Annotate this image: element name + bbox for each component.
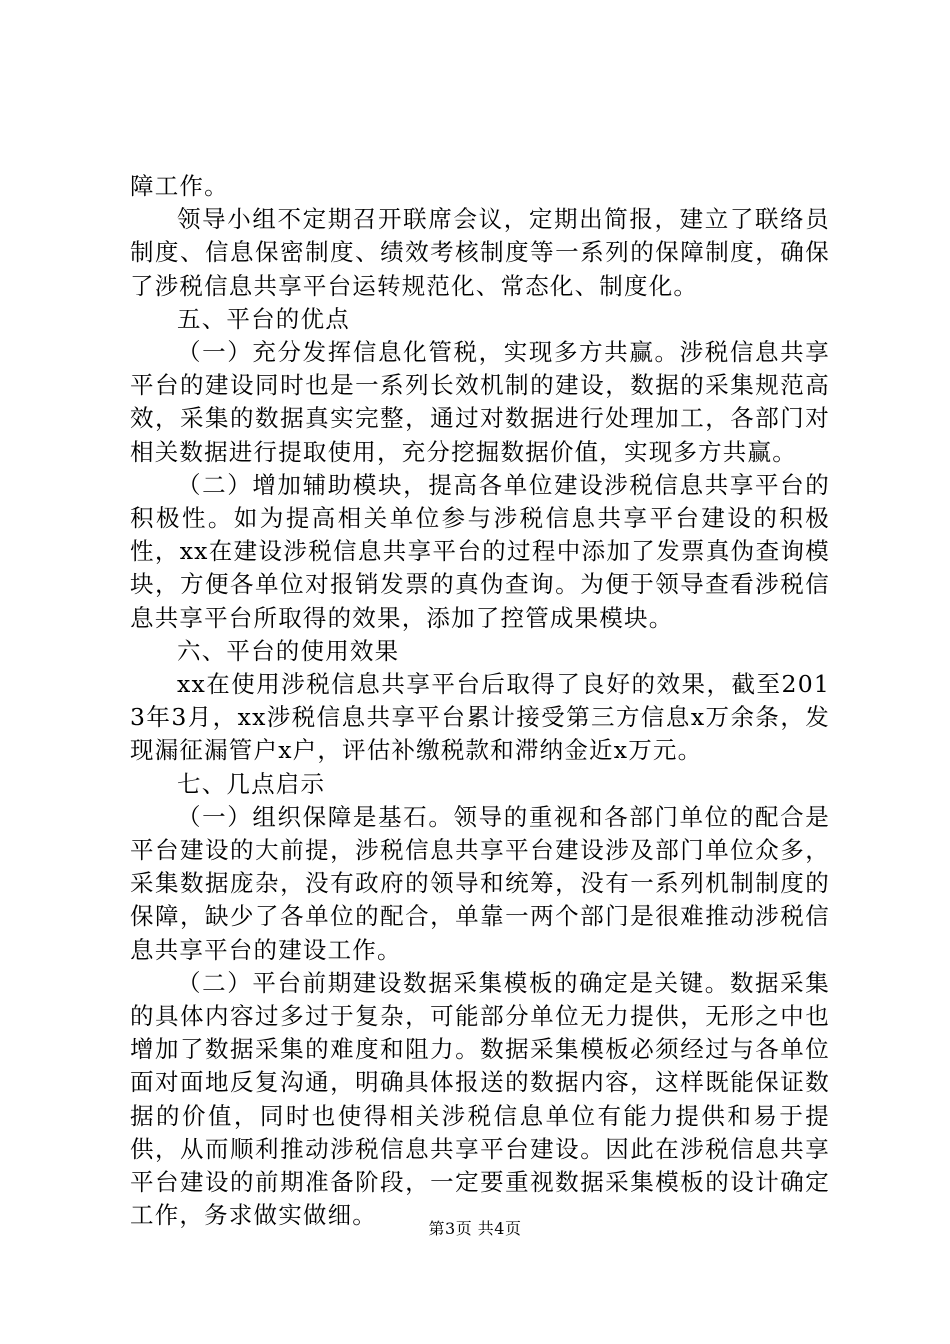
paragraph-continuation: 障工作。	[130, 172, 229, 200]
document-body	[130, 170, 830, 1233]
paragraph-effects: xx在使用涉税信息共享平台后取得了良好的效果，截至2013年3月，xx涉税信息共享平台累计接受第三方信息x万余条，发现漏征漏管户x户，评估补缴税款和滞纳金近x万元。	[130, 670, 830, 765]
section-heading-advantages: 五、平台的优点	[177, 304, 350, 333]
paragraph-leadership-group: 领导小组不定期召开联席会议，定期出简报，建立了联络员制度、信息保密制度、绩效考核制度等一系列的保障制度，确保了涉税信息共享平台运转规范化、常态化、制度化。	[130, 205, 830, 300]
section-heading-effects: 六、平台的使用效果	[177, 636, 400, 665]
paragraph-advantage-2: （二）增加辅助模块，提高各单位建设涉税信息共享平台的积极性。如为提高相关单位参与涉税信息共享平台建设的积极性，xx在建设涉税信息共享平台的过程中添加了发票真伪查询模块，方便各单位对报销发票的真伪查询。为便于领导查看涉税信息共享平台所取得的效果，添加了控管成果模块。	[130, 470, 830, 632]
paragraph-advantage-1: （一）充分发挥信息化管税，实现多方共赢。涉税信息共享平台的建设同时也是一系列长效机制的建设，数据的采集规范高效，采集的数据真实完整，通过对数据进行处理加工，各部门对相关数据进行提取使用，充分挖掘数据价值，实现多方共赢。	[130, 338, 830, 466]
page-footer: 第3页 共4页	[428, 1219, 522, 1238]
section-heading-insights: 七、几点启示	[177, 769, 326, 798]
paragraph-insight-1: （一）组织保障是基石。领导的重视和各部门单位的配合是平台建设的大前提，涉税信息共享平台建设涉及部门单位众多，采集数据庞杂，没有政府的领导和统筹，没有一系列机制制度的保障，缺少了各单位的配合，单靠一两个部门是很难推动涉税信息共享平台的建设工作。	[130, 802, 830, 964]
paragraph-insight-2: （二）平台前期建设数据采集模板的确定是关键。数据采集的具体内容过多过于复杂，可能部分单位无力提供，无形之中也增加了数据采集的难度和阻力。数据采集模板必须经过与各单位面对面地反复沟通，明确具体报送的数据内容，这样既能保证数据的价值，同时也使得相关涉税信息单位有能力提供和易于提供，从而顺利推动涉税信息共享平台建设。因此在涉税信息共享平台建设的前期准备阶段，一定要重视数据采集模板的设计确定工作，务求做实做细。	[130, 968, 830, 1230]
